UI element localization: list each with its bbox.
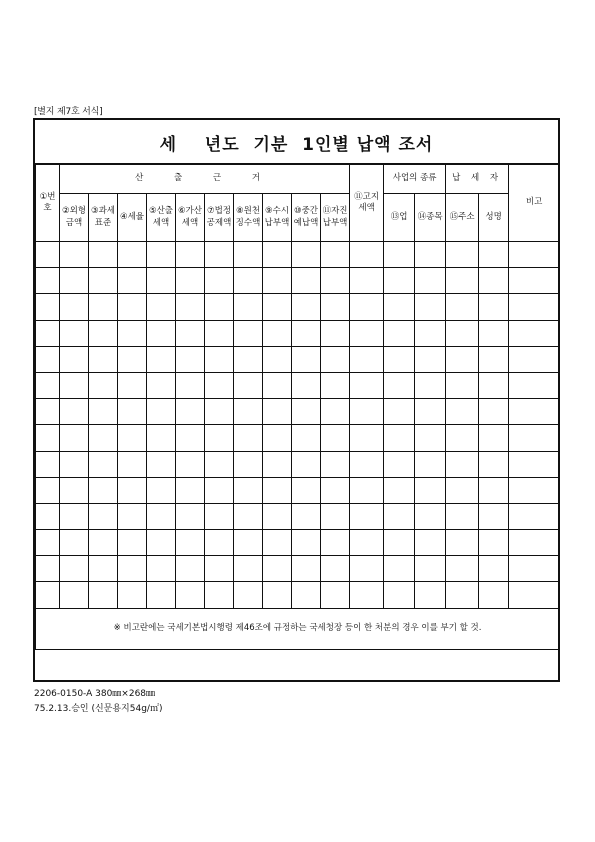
- table-cell[interactable]: [36, 582, 60, 608]
- table-cell[interactable]: [89, 451, 118, 477]
- table-cell[interactable]: [89, 372, 118, 398]
- table-cell[interactable]: [446, 477, 479, 503]
- table-cell[interactable]: [509, 425, 560, 451]
- table-cell[interactable]: [147, 320, 176, 346]
- table-cell[interactable]: [60, 425, 89, 451]
- table-cell[interactable]: [263, 503, 292, 529]
- table-cell[interactable]: [509, 346, 560, 372]
- table-cell[interactable]: [384, 346, 415, 372]
- table-cell[interactable]: [89, 346, 118, 372]
- table-cell[interactable]: [234, 530, 263, 556]
- table-cell[interactable]: [384, 556, 415, 582]
- table-cell[interactable]: [118, 346, 147, 372]
- table-cell[interactable]: [234, 451, 263, 477]
- table-cell[interactable]: [89, 268, 118, 294]
- header-basis-col: ⑧원천 징수액: [234, 194, 263, 242]
- table-cell[interactable]: [292, 346, 321, 372]
- form-title: 세 년도 기분 1인별 납액 조서: [159, 135, 434, 155]
- table-cell[interactable]: [415, 346, 446, 372]
- header-basis-col: ⑩중간 예납액: [292, 194, 321, 242]
- table-cell[interactable]: [89, 503, 118, 529]
- table-cell[interactable]: [89, 320, 118, 346]
- table-cell[interactable]: [384, 530, 415, 556]
- table-cell[interactable]: [176, 425, 205, 451]
- table-row[interactable]: [36, 346, 560, 372]
- table-cell[interactable]: [36, 320, 60, 346]
- table-cell[interactable]: [263, 242, 292, 268]
- table-cell[interactable]: [384, 372, 415, 398]
- table-cell[interactable]: [479, 582, 509, 608]
- table-cell[interactable]: [446, 451, 479, 477]
- table-cell[interactable]: [350, 530, 384, 556]
- table-cell[interactable]: [415, 556, 446, 582]
- table-cell[interactable]: [205, 372, 234, 398]
- table-cell[interactable]: [321, 294, 350, 320]
- table-cell[interactable]: [321, 530, 350, 556]
- table-cell[interactable]: [205, 294, 234, 320]
- table-cell[interactable]: [118, 530, 147, 556]
- table-cell[interactable]: [263, 425, 292, 451]
- table-cell[interactable]: [509, 372, 560, 398]
- table-cell[interactable]: [36, 399, 60, 425]
- table-cell[interactable]: [292, 503, 321, 529]
- table-cell[interactable]: [384, 399, 415, 425]
- table-cell[interactable]: [321, 346, 350, 372]
- table-row[interactable]: [36, 582, 560, 608]
- table-cell[interactable]: [36, 503, 60, 529]
- table-cell[interactable]: [415, 242, 446, 268]
- table-cell[interactable]: [147, 399, 176, 425]
- table-cell[interactable]: [384, 503, 415, 529]
- table-cell[interactable]: [234, 503, 263, 529]
- header-basis-col: ⑪자진 납부액: [321, 194, 350, 242]
- table-cell[interactable]: [479, 268, 509, 294]
- table-cell[interactable]: [479, 320, 509, 346]
- table-cell[interactable]: [350, 346, 384, 372]
- table-cell[interactable]: [147, 346, 176, 372]
- table-cell[interactable]: [479, 372, 509, 398]
- table-cell[interactable]: [446, 242, 479, 268]
- table-cell[interactable]: [292, 582, 321, 608]
- table-cell[interactable]: [446, 372, 479, 398]
- table-cell[interactable]: [415, 451, 446, 477]
- table-cell[interactable]: [60, 477, 89, 503]
- header-remarks: 비고: [509, 165, 560, 242]
- form-label: [별지 제7호 서식]: [34, 107, 103, 117]
- table-cell[interactable]: [350, 425, 384, 451]
- table-cell[interactable]: [384, 451, 415, 477]
- table-cell[interactable]: [234, 477, 263, 503]
- table-cell[interactable]: [36, 294, 60, 320]
- table-cell[interactable]: [234, 242, 263, 268]
- header-business-group: 사업의 종류: [384, 165, 446, 194]
- table-cell[interactable]: [60, 582, 89, 608]
- table-cell[interactable]: [509, 399, 560, 425]
- table-cell[interactable]: [446, 503, 479, 529]
- tax-table: [35, 164, 560, 650]
- table-cell[interactable]: [479, 530, 509, 556]
- table-cell[interactable]: [415, 399, 446, 425]
- table-cell[interactable]: [205, 320, 234, 346]
- table-cell[interactable]: [36, 477, 60, 503]
- table-cell[interactable]: [234, 268, 263, 294]
- table-cell[interactable]: [234, 556, 263, 582]
- table-cell[interactable]: [176, 294, 205, 320]
- table-cell[interactable]: [263, 294, 292, 320]
- table-cell[interactable]: [89, 530, 118, 556]
- table-cell[interactable]: [292, 451, 321, 477]
- table-cell[interactable]: [118, 582, 147, 608]
- table-cell[interactable]: [321, 268, 350, 294]
- table-cell[interactable]: [89, 294, 118, 320]
- table-cell[interactable]: [36, 346, 60, 372]
- table-cell[interactable]: [89, 477, 118, 503]
- table-cell[interactable]: [118, 320, 147, 346]
- table-cell[interactable]: [350, 242, 384, 268]
- table-cell[interactable]: [446, 425, 479, 451]
- table-cell[interactable]: [415, 268, 446, 294]
- table-cell[interactable]: [234, 320, 263, 346]
- table-cell[interactable]: [479, 451, 509, 477]
- table-cell[interactable]: [176, 503, 205, 529]
- table-row[interactable]: [36, 242, 560, 268]
- table-cell[interactable]: [234, 582, 263, 608]
- header-taxpayer-group: 납 세 자: [446, 165, 509, 194]
- header-row-1: [36, 165, 560, 194]
- table-cell[interactable]: [292, 556, 321, 582]
- table-cell[interactable]: [263, 556, 292, 582]
- table-cell[interactable]: [176, 320, 205, 346]
- table-cell[interactable]: [479, 346, 509, 372]
- table-cell[interactable]: [446, 294, 479, 320]
- table-cell[interactable]: [415, 477, 446, 503]
- table-cell[interactable]: [60, 268, 89, 294]
- table-cell[interactable]: [176, 451, 205, 477]
- table-cell[interactable]: [292, 530, 321, 556]
- table-cell[interactable]: [292, 242, 321, 268]
- table-cell[interactable]: [176, 242, 205, 268]
- header-number: ①번호: [36, 165, 60, 242]
- table-cell[interactable]: [446, 556, 479, 582]
- table-cell[interactable]: [147, 530, 176, 556]
- table-cell[interactable]: [118, 451, 147, 477]
- table-cell[interactable]: [415, 530, 446, 556]
- table-cell[interactable]: [176, 530, 205, 556]
- table-cell[interactable]: [205, 477, 234, 503]
- table-cell[interactable]: [205, 451, 234, 477]
- header-basis-col: ⑨수시 납부액: [263, 194, 292, 242]
- table-cell[interactable]: [263, 530, 292, 556]
- table-cell[interactable]: [292, 399, 321, 425]
- table-cell[interactable]: [321, 582, 350, 608]
- table-cell[interactable]: [263, 399, 292, 425]
- table-cell[interactable]: [147, 451, 176, 477]
- table-cell[interactable]: [263, 582, 292, 608]
- table-cell[interactable]: [60, 294, 89, 320]
- table-cell[interactable]: [176, 399, 205, 425]
- header-notice: ⑪고지 세액: [350, 165, 384, 242]
- table-row[interactable]: [36, 320, 560, 346]
- table-cell[interactable]: [321, 242, 350, 268]
- table-cell[interactable]: [147, 242, 176, 268]
- table-cell[interactable]: [350, 556, 384, 582]
- table-cell[interactable]: [509, 320, 560, 346]
- header-business-col: ⑬업: [384, 194, 415, 242]
- table-cell[interactable]: [89, 242, 118, 268]
- table-cell[interactable]: [415, 582, 446, 608]
- table-cell[interactable]: [60, 372, 89, 398]
- table-cell[interactable]: [176, 372, 205, 398]
- table-cell[interactable]: [384, 582, 415, 608]
- table-cell[interactable]: [205, 556, 234, 582]
- table-cell[interactable]: [446, 320, 479, 346]
- table-cell[interactable]: [118, 399, 147, 425]
- table-cell[interactable]: [292, 268, 321, 294]
- table-cell[interactable]: [234, 294, 263, 320]
- header-row-2: [36, 194, 560, 242]
- table-cell[interactable]: [350, 477, 384, 503]
- table-cell[interactable]: [509, 294, 560, 320]
- table-cell[interactable]: [205, 242, 234, 268]
- table-cell[interactable]: [205, 346, 234, 372]
- table-cell[interactable]: [118, 556, 147, 582]
- table-cell[interactable]: [350, 399, 384, 425]
- header-basis-col: ②외형 금액: [60, 194, 89, 242]
- table-cell[interactable]: [479, 477, 509, 503]
- table-cell[interactable]: [479, 294, 509, 320]
- table-cell[interactable]: [350, 503, 384, 529]
- table-cell[interactable]: [446, 268, 479, 294]
- table-cell[interactable]: [321, 320, 350, 346]
- approval-info: 75.2.13.승인 (신문용지54g/㎡): [34, 704, 163, 714]
- table-cell[interactable]: [384, 477, 415, 503]
- table-cell[interactable]: [292, 372, 321, 398]
- header-basis-col: ⑦법정 공제액: [205, 194, 234, 242]
- table-cell[interactable]: [176, 346, 205, 372]
- table-cell[interactable]: [509, 242, 560, 268]
- table-cell[interactable]: [205, 399, 234, 425]
- table-cell[interactable]: [479, 242, 509, 268]
- table-row[interactable]: [36, 294, 560, 320]
- header-basis-group: 산 출 근 거: [60, 165, 350, 194]
- table-cell[interactable]: [321, 399, 350, 425]
- table-cell[interactable]: [384, 242, 415, 268]
- table-cell[interactable]: [60, 320, 89, 346]
- form-code: 2206-0150-A 380㎜×268㎜: [34, 689, 156, 699]
- form-frame: [33, 118, 560, 682]
- table-cell[interactable]: [36, 242, 60, 268]
- table-cell[interactable]: [60, 503, 89, 529]
- table-cell[interactable]: [60, 242, 89, 268]
- table-cell[interactable]: [36, 425, 60, 451]
- table-cell[interactable]: [415, 503, 446, 529]
- table-cell[interactable]: [89, 399, 118, 425]
- table-cell[interactable]: [384, 425, 415, 451]
- table-cell[interactable]: [89, 582, 118, 608]
- table-cell[interactable]: [446, 399, 479, 425]
- table-cell[interactable]: [321, 477, 350, 503]
- table-cell[interactable]: [205, 503, 234, 529]
- table-cell[interactable]: [60, 399, 89, 425]
- table-cell[interactable]: [36, 372, 60, 398]
- table-cell[interactable]: [321, 556, 350, 582]
- table-cell[interactable]: [147, 294, 176, 320]
- header-taxpayer-col: ⑮주소: [446, 194, 479, 242]
- table-cell[interactable]: [118, 242, 147, 268]
- table-cell[interactable]: [415, 320, 446, 346]
- table-cell[interactable]: [118, 372, 147, 398]
- table-cell[interactable]: [234, 346, 263, 372]
- table-cell[interactable]: [509, 582, 560, 608]
- table-cell[interactable]: [292, 477, 321, 503]
- table-cell[interactable]: [263, 346, 292, 372]
- table-cell[interactable]: [263, 268, 292, 294]
- table-cell[interactable]: [263, 451, 292, 477]
- table-cell[interactable]: [479, 556, 509, 582]
- header-business-col: ⑭종목: [415, 194, 446, 242]
- table-cell[interactable]: [89, 556, 118, 582]
- header-taxpayer-col: 성명: [479, 194, 509, 242]
- table-cell[interactable]: [147, 372, 176, 398]
- table-cell[interactable]: [147, 268, 176, 294]
- table-cell[interactable]: [118, 268, 147, 294]
- table-cell[interactable]: [350, 268, 384, 294]
- table-cell[interactable]: [350, 582, 384, 608]
- table-cell[interactable]: [292, 320, 321, 346]
- table-cell[interactable]: [292, 425, 321, 451]
- table-row[interactable]: [36, 530, 560, 556]
- table-cell[interactable]: [176, 582, 205, 608]
- table-cell[interactable]: [263, 320, 292, 346]
- table-cell[interactable]: [321, 451, 350, 477]
- table-cell[interactable]: [205, 530, 234, 556]
- table-cell[interactable]: [350, 294, 384, 320]
- table-cell[interactable]: [321, 503, 350, 529]
- table-cell[interactable]: [147, 477, 176, 503]
- note-row: [36, 608, 560, 649]
- table-cell[interactable]: [479, 503, 509, 529]
- table-cell[interactable]: [36, 556, 60, 582]
- title-row: [35, 120, 558, 164]
- table-cell[interactable]: [60, 556, 89, 582]
- table-cell[interactable]: [36, 451, 60, 477]
- table-cell[interactable]: [384, 294, 415, 320]
- table-cell[interactable]: [321, 372, 350, 398]
- table-cell[interactable]: [350, 372, 384, 398]
- table-cell[interactable]: [147, 556, 176, 582]
- table-cell[interactable]: [292, 294, 321, 320]
- table-cell[interactable]: [205, 268, 234, 294]
- table-cell[interactable]: [446, 582, 479, 608]
- table-cell[interactable]: [321, 425, 350, 451]
- table-cell[interactable]: [350, 451, 384, 477]
- table-cell[interactable]: [118, 477, 147, 503]
- table-cell[interactable]: [509, 503, 560, 529]
- header-basis-col: ⑥가산 세액: [176, 194, 205, 242]
- table-row[interactable]: [36, 556, 560, 582]
- table-cell[interactable]: [60, 346, 89, 372]
- table-cell[interactable]: [234, 399, 263, 425]
- table-cell[interactable]: [60, 530, 89, 556]
- table-cell[interactable]: [263, 477, 292, 503]
- table-row[interactable]: [36, 372, 560, 398]
- table-body: [36, 242, 560, 609]
- note-text: ※ 비고란에는 국세기본법시행령 제46조에 규정하는 국세청장 등이 한 처분의 경우 이를 부기 할 것.: [36, 608, 560, 649]
- table-cell[interactable]: [89, 425, 118, 451]
- header-basis-col: ⑤산출 세액: [147, 194, 176, 242]
- table-row[interactable]: [36, 503, 560, 529]
- table-cell[interactable]: [205, 582, 234, 608]
- table-cell[interactable]: [479, 425, 509, 451]
- table-cell[interactable]: [509, 530, 560, 556]
- table-cell[interactable]: [384, 268, 415, 294]
- table-row[interactable]: [36, 399, 560, 425]
- table-cell[interactable]: [176, 268, 205, 294]
- table-cell[interactable]: [176, 477, 205, 503]
- header-basis-col: ③과세 표준: [89, 194, 118, 242]
- table-cell[interactable]: [205, 425, 234, 451]
- table-cell[interactable]: [118, 425, 147, 451]
- table-cell[interactable]: [446, 346, 479, 372]
- header-basis-col: ④세율: [118, 194, 147, 242]
- table-cell[interactable]: [263, 372, 292, 398]
- table-cell[interactable]: [36, 268, 60, 294]
- table-cell[interactable]: [384, 320, 415, 346]
- table-cell[interactable]: [147, 503, 176, 529]
- table-row[interactable]: [36, 425, 560, 451]
- table-cell[interactable]: [509, 268, 560, 294]
- table-row[interactable]: [36, 477, 560, 503]
- table-cell[interactable]: [509, 451, 560, 477]
- table-cell[interactable]: [147, 425, 176, 451]
- table-cell[interactable]: [446, 530, 479, 556]
- table-cell[interactable]: [415, 425, 446, 451]
- table-cell[interactable]: [147, 582, 176, 608]
- table-cell[interactable]: [234, 372, 263, 398]
- table-cell[interactable]: [36, 530, 60, 556]
- table-cell[interactable]: [118, 503, 147, 529]
- table-cell[interactable]: [415, 294, 446, 320]
- table-cell[interactable]: [509, 556, 560, 582]
- table-row[interactable]: [36, 451, 560, 477]
- table-cell[interactable]: [234, 425, 263, 451]
- table-cell[interactable]: [479, 399, 509, 425]
- table-cell[interactable]: [118, 294, 147, 320]
- table-row[interactable]: [36, 268, 560, 294]
- table-cell[interactable]: [415, 372, 446, 398]
- table-cell[interactable]: [60, 451, 89, 477]
- table-cell[interactable]: [176, 556, 205, 582]
- table-cell[interactable]: [350, 320, 384, 346]
- table-cell[interactable]: [509, 477, 560, 503]
